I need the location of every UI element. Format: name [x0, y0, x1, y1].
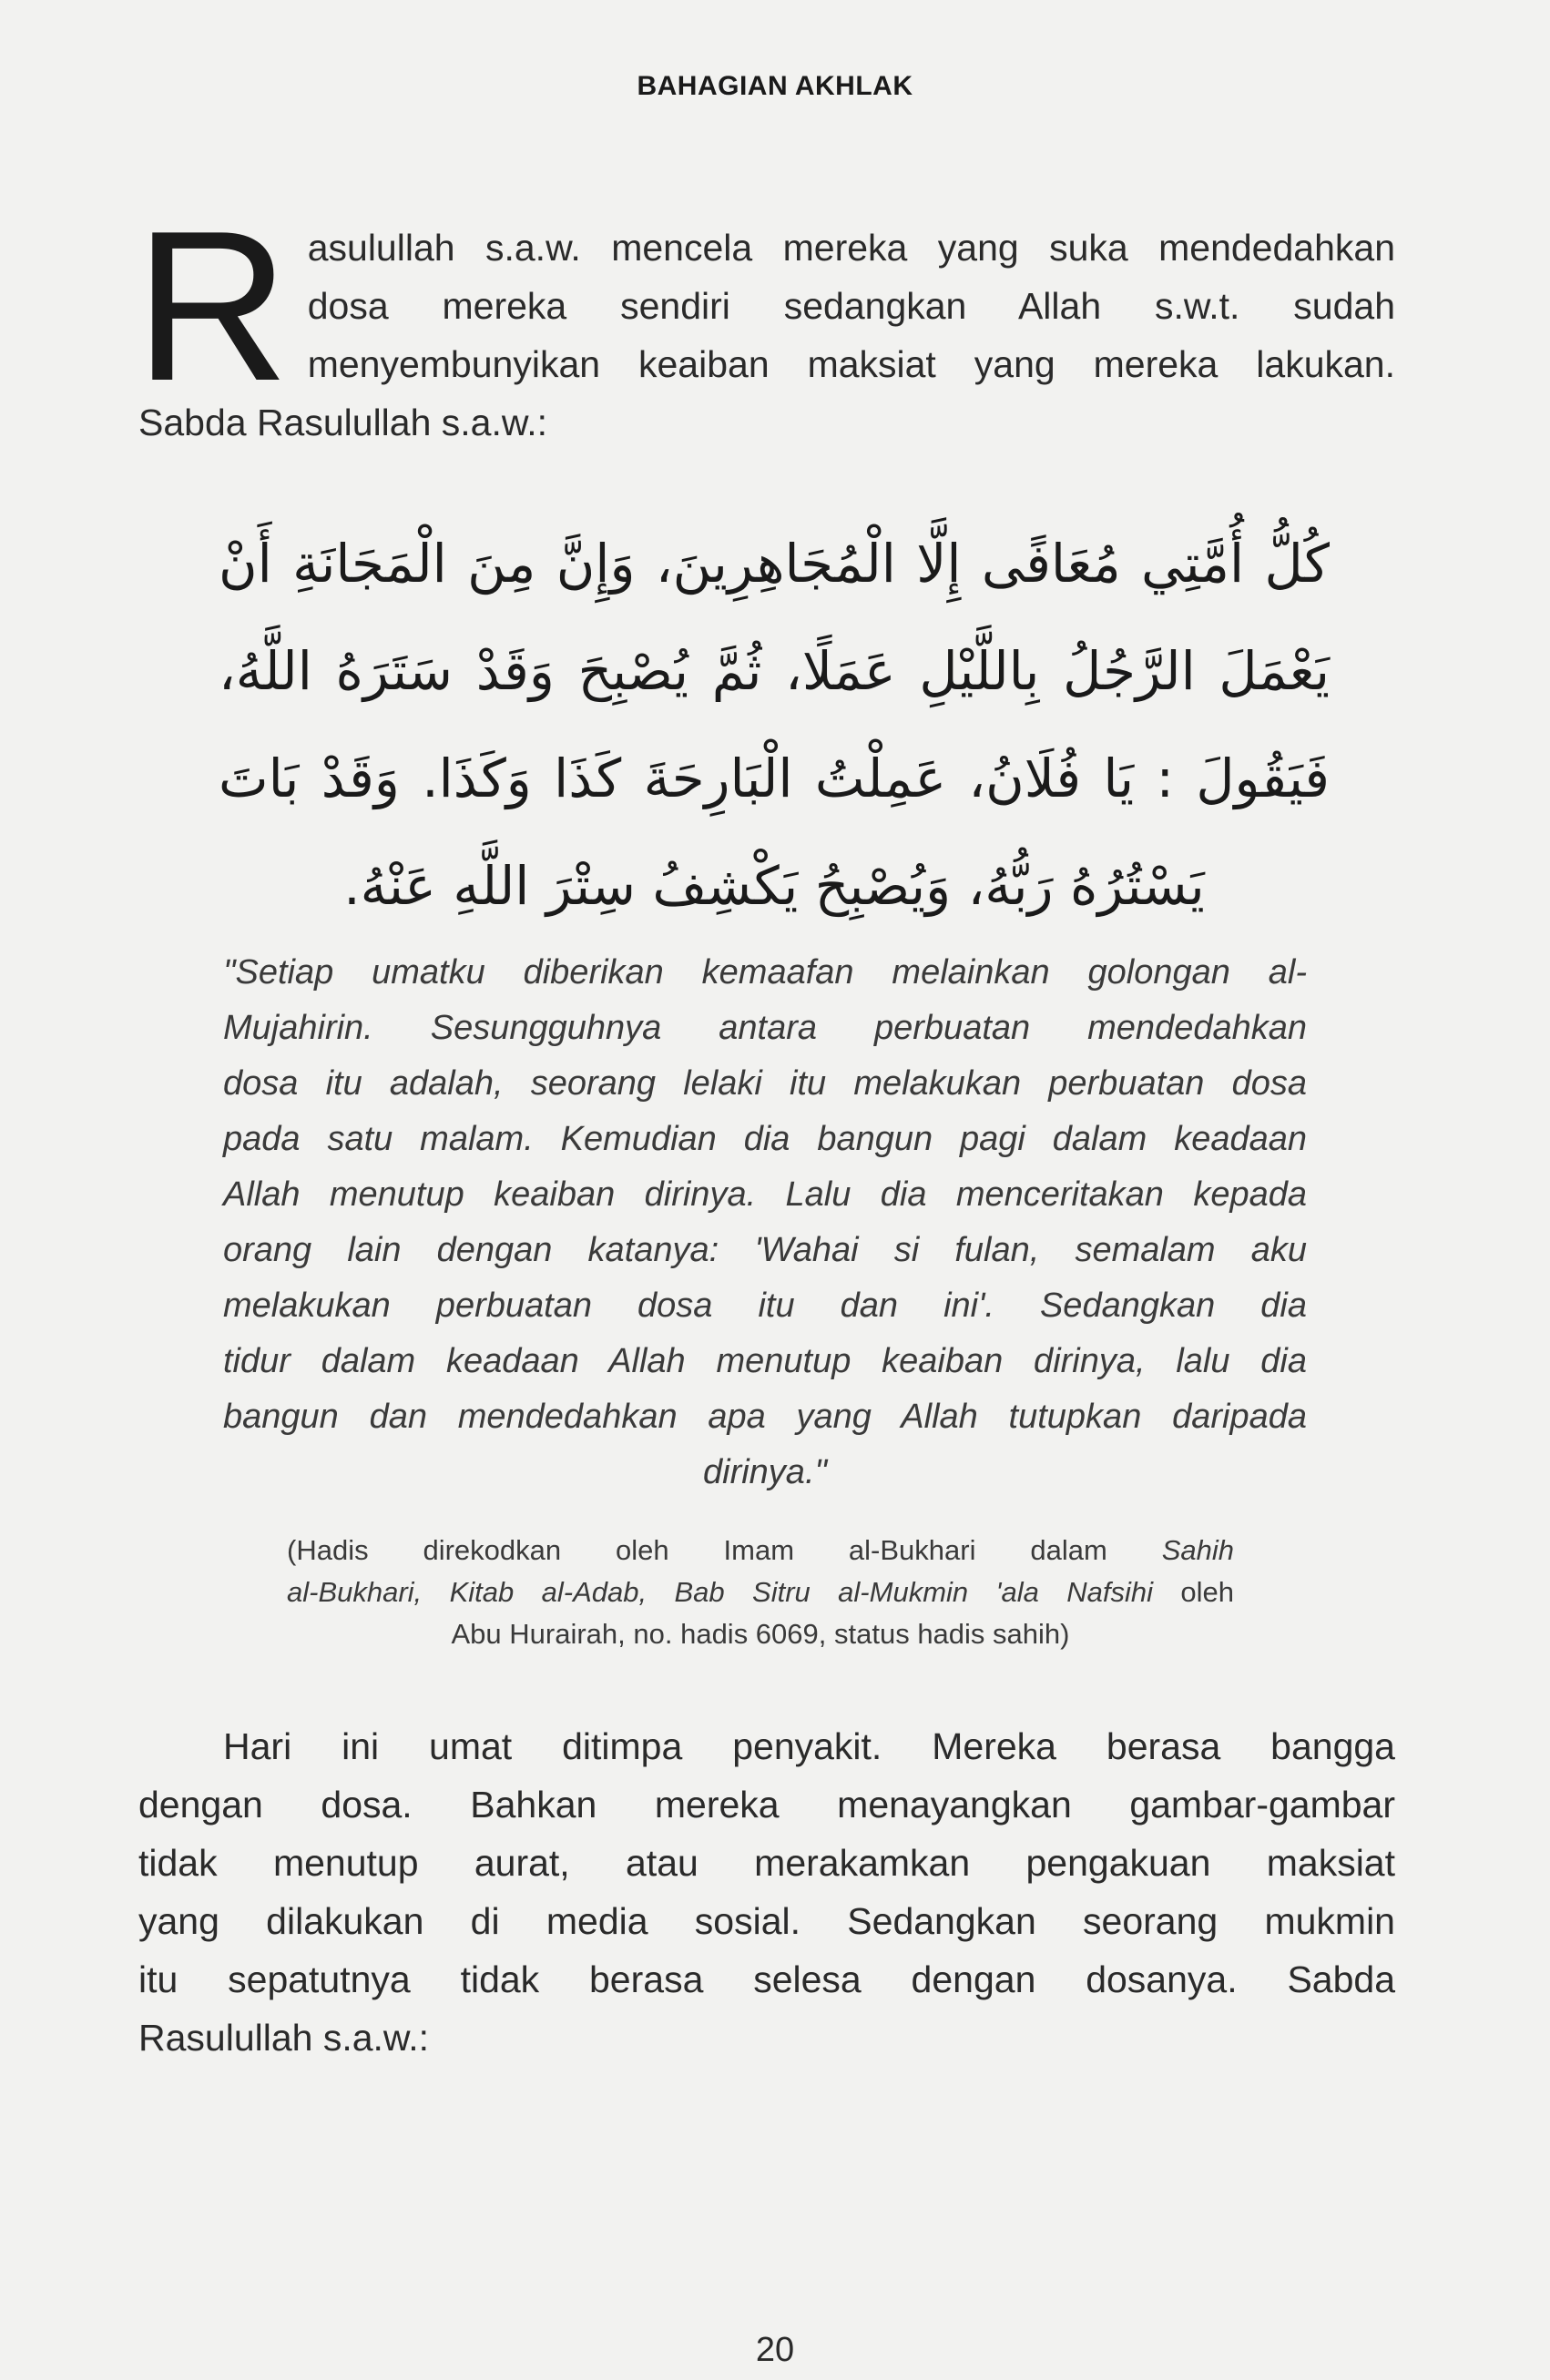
arabic-line: يَعْمَلَ الرَّجُلُ بِاللَّيْلِ عَمَلًا، ثُمَّ يُصْبِحَ وَقَدْ سَتَرَهُ اللَّهُ،: [219, 640, 1330, 702]
arabic-line: كُلُّ أُمَّتِي مُعَافًى إِلَّا الْمُجَاهِرِينَ، وَإِنَّ مِنَ الْمَجَانَةِ أَنْ: [219, 533, 1330, 595]
translation-line: "Setiap umatku diberikan kemaafan melainkan golongan al-: [223, 953, 1307, 992]
translation-line: bangun dan mendedahkan apa yang Allah tutupkan daripada: [223, 1398, 1307, 1436]
body-line: dengan dosa. Bahkan mereka menayangkan gambar-gambar: [138, 1784, 1395, 1826]
intro-paragraph: [135, 186, 1395, 452]
citation-line: [287, 1571, 1234, 1613]
hadith-translation: [223, 945, 1307, 1500]
citation-italic-text: Sahih: [1161, 1534, 1234, 1566]
translation-line: dirinya.": [703, 1453, 827, 1491]
translation-line: Allah menutup keaiban dirinya. Lalu dia menceritakan kepada: [223, 1175, 1307, 1214]
citation-text: oleh: [1180, 1576, 1234, 1608]
translation-line: Mujahirin. Sesungguhnya antara perbuatan mendedahkan: [223, 1009, 1307, 1047]
body-line: Hari ini umat ditimpa penyakit. Mereka berasa bangga: [223, 1725, 1395, 1767]
translation-line: tidur dalam keadaan Allah menutup keaiban dirinya, lalu dia: [223, 1342, 1307, 1380]
arabic-line: فَيَقُولَ : يَا فُلَانُ، عَمِلْتُ الْبَارِحَةَ كَذَا وَكَذَا. وَقَدْ بَاتَ: [219, 748, 1330, 809]
citation-line: Abu Hurairah, no. hadis 6069, status hadis sahih): [451, 1618, 1070, 1650]
page-number: 20: [755, 2331, 795, 2369]
body-line: itu sepatutnya tidak berasa selesa dengan dosanya. Sabda: [138, 1958, 1395, 2000]
arabic-line: يَسْتُرُهُ رَبُّهُ، وَيُصْبِحُ يَكْشِفُ سِتْرَ اللَّهِ عَنْهُ.: [343, 855, 1205, 917]
body-line: tidak menutup aurat, atau merakamkan pengakuan maksiat: [138, 1842, 1395, 1884]
citation-text: (Hadis direkodkan oleh Imam al-Bukhari dalam: [287, 1534, 1107, 1566]
translation-line: melakukan perbuatan dosa itu dan ini'. Sedangkan dia: [223, 1287, 1307, 1325]
intro-line: asulullah s.a.w. mencela mereka yang suka mendedahkan: [307, 227, 1395, 269]
intro-line: menyembunyikan keaiban maksiat yang mereka lakukan.: [307, 343, 1395, 385]
body-paragraph: [138, 1717, 1395, 2067]
body-line: yang dilakukan di media sosial. Sedangkan seorang mukmin: [138, 1900, 1395, 1942]
hadith-arabic-text: [219, 510, 1330, 940]
intro-line: dosa mereka sendiri sedangkan Allah s.w.t. sudah: [307, 285, 1395, 327]
body-line: Rasulullah s.a.w.:: [138, 2017, 430, 2059]
hadith-citation: [287, 1530, 1234, 1655]
translation-line: dosa itu adalah, seorang lelaki itu melakukan perbuatan dosa: [223, 1064, 1307, 1103]
citation-line: [287, 1530, 1234, 1571]
intro-line: Sabda Rasulullah s.a.w.:: [138, 402, 547, 443]
drop-cap: R: [135, 186, 290, 425]
running-header: BAHAGIAN AKHLAK: [637, 71, 913, 101]
translation-line: pada satu malam. Kemudian dia bangun pagi dalam keadaan: [223, 1120, 1307, 1158]
citation-italic-text: al-Bukhari, Kitab al-Adab, Bab Sitru al-Mukmin 'ala Nafsihi: [287, 1576, 1153, 1608]
translation-line: orang lain dengan katanya: 'Wahai si fulan, semalam aku: [223, 1231, 1307, 1269]
